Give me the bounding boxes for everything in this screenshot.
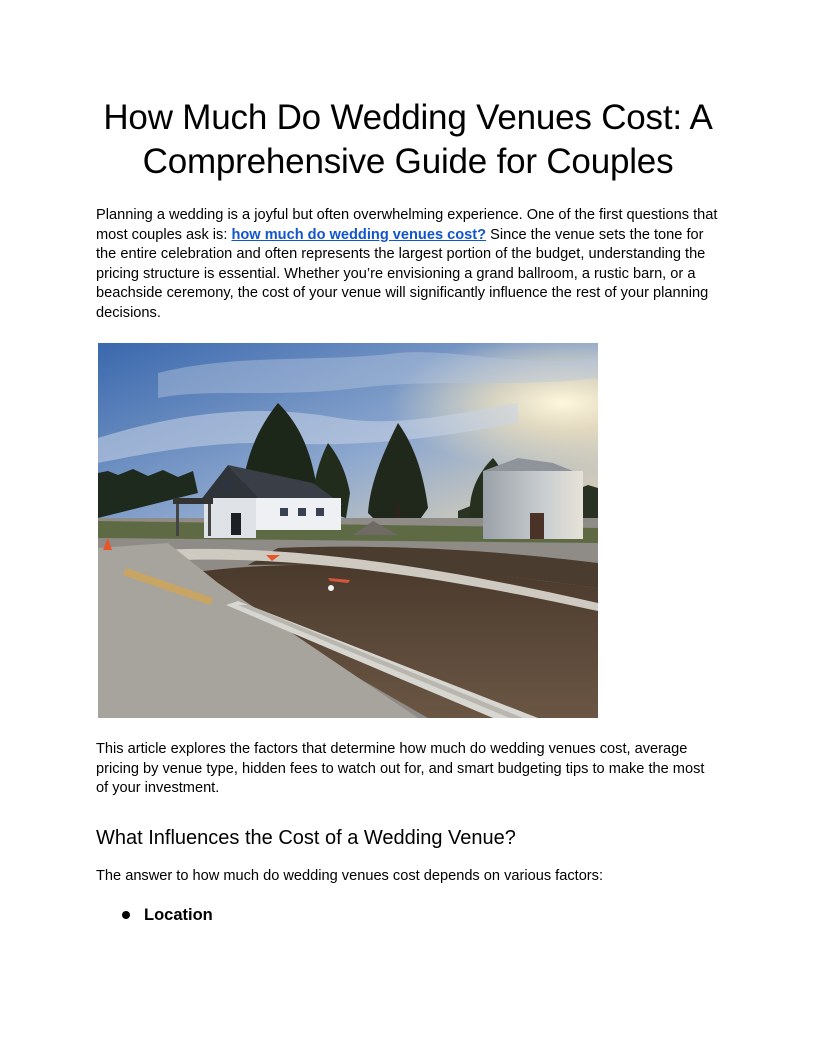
grain-silo (483, 458, 583, 539)
venue-photo-illustration (98, 343, 598, 718)
venue-cost-link[interactable]: how much do wedding venues cost? (231, 226, 487, 243)
section-paragraph: The answer to how much do wedding venues cost depends on various factors: (96, 867, 604, 884)
bullet-icon (122, 911, 130, 919)
list-item (96, 904, 720, 926)
intro-paragraph (96, 206, 720, 323)
venue-photo (98, 343, 598, 718)
section-heading: What Influences the Cost of a Wedding Venue? (96, 826, 516, 849)
article-paragraph: This article explores the factors that determine how much do wedding venues cost, average pricing by venue type, hidden fees to watch out for, and smart budgeting tips to make the most of your investment. (96, 741, 705, 796)
list-item-label: Location (144, 906, 213, 924)
page-title: How Much Do Wedding Venues Cost: A Comprehensive Guide for Couples (103, 98, 713, 181)
document-page (96, 96, 720, 926)
intro-text-after: Since the venue sets the tone for the entire celebration and often represents the largest portion of the budget, understanding the pricing structure is essential. Whether you’re envisioning a grand ballroom, a rustic barn, or a beachside ceremony, the cost of your venue will significantly influence the rest of your planning decisions. (96, 226, 709, 321)
intro-text-before: Planning a wedding is a joyful but often overwhelming experience. One of the first questions that most couples ask is: (96, 207, 718, 243)
factor-list (96, 904, 720, 926)
